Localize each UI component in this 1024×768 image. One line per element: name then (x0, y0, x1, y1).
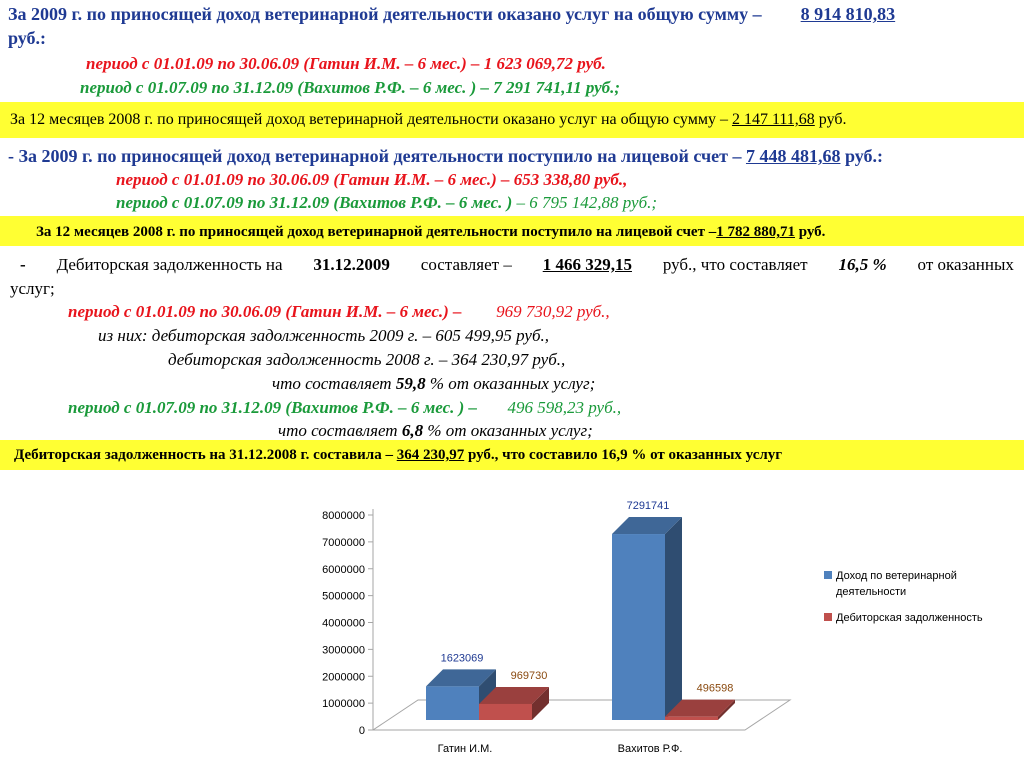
receivables-2008-value: 364 230,97 (396, 447, 465, 463)
income-period-2: период с 01.07.09 по 31.12.09 (Вахитов Р.Ф. – 6 мес. ) – 7 291 741,11 руб.; (80, 78, 621, 97)
received-total-unit: руб.: (844, 146, 883, 166)
receivables-2008-tail: руб., что составило 16,9 % от оказанных услуг (467, 447, 783, 463)
receivables-sub-4-tail: % от оказанных услуг; (423, 421, 593, 440)
receivables-date: 31.12.2009 (313, 255, 390, 274)
receivables-2008-line (14, 447, 782, 464)
receivables-sub-3-text: что составляет (272, 374, 392, 393)
receivables-sub-3-tail: % от оказанных услуг; (425, 374, 596, 393)
income-total-value: 8 914 810,83 (800, 4, 896, 24)
received-total-text: - За 2009 г. по приносящей доход ветеринарной деятельности поступило на лицевой счет – (8, 146, 742, 166)
income-total-line (8, 4, 895, 25)
data-label: 7291741 (626, 500, 670, 513)
receivables-sub-4 (278, 421, 593, 441)
received-2008-value: 1 782 880,71 (716, 224, 795, 240)
receivables-text-4: от оказанных (917, 255, 1014, 274)
category-label: Вахитов Р.Ф. (617, 743, 683, 755)
received-period-2-label: период с 01.07.09 по 31.12.09 (Вахитов Р.Ф. – 6 мес. ) (116, 193, 513, 212)
legend-label: Дебиторская задолженность (836, 612, 983, 624)
income-2008-unit: руб. (818, 111, 847, 128)
bar-chart (0, 473, 1024, 768)
y-tick-label: 3000000 (322, 644, 365, 657)
receivables-sub-3 (272, 374, 595, 394)
data-label: 969730 (510, 669, 548, 682)
receivables-period-1-value: 969 730,92 руб., (496, 302, 610, 321)
y-tick-label: 0 (358, 725, 365, 737)
bar-side (665, 517, 682, 720)
bar (665, 717, 718, 720)
receivables-sub-2: дебиторская задолженность 2008 г. – 364 230,97 руб., (168, 350, 566, 369)
received-period-1: период с 01.01.09 по 30.06.09 (Гатин И.М. – 6 мес.) – 653 338,80 руб., (116, 170, 628, 189)
receivables-2008-text: Дебиторская задолженность на 31.12.2008 г. составила – (14, 447, 393, 463)
received-2008-unit: руб. (798, 224, 826, 240)
y-tick-label: 7000000 (322, 536, 365, 549)
received-2008-line (36, 224, 825, 241)
data-label: 1623069 (440, 652, 484, 665)
income-2008-line (10, 111, 847, 129)
receivables-text-3: руб., что составляет (662, 255, 808, 274)
receivables-sub-3-percent: 59,8 (395, 374, 426, 393)
receivables-period-2-value: 496 598,23 руб., (507, 398, 622, 417)
received-period-2 (116, 193, 657, 213)
income-total-unit: руб.: (8, 28, 47, 48)
received-total-value: 7 448 481,68 (745, 146, 841, 166)
income-total-text: За 2009 г. по приносящей доход ветеринарной деятельности оказано услуг на общую сумму – (8, 4, 762, 24)
receivables-text-2: составляет – (420, 255, 512, 274)
receivables-percent: 16,5 % (838, 255, 887, 274)
y-tick-label: 6000000 (322, 563, 365, 576)
bar (479, 704, 532, 720)
received-period-2-value: – 6 795 142,88 руб.; (516, 193, 658, 212)
income-period-1: период с 01.01.09 по 30.06.09 (Гатин И.М. – 6 мес.) – 1 623 069,72 руб. (86, 54, 606, 73)
bar (426, 686, 479, 720)
received-total-line (8, 146, 883, 167)
receivables-period-2-label: период с 01.07.09 по 31.12.09 (Вахитов Р.Ф. – 6 мес. ) – (68, 398, 478, 417)
income-2008-text: За 12 месяцев 2008 г. по приносящей доход ветеринарной деятельности оказано услуг на общую сумму – (10, 111, 728, 128)
receivables-value: 1 466 329,15 (542, 255, 632, 274)
legend-label: Доход по ветеринарной (836, 570, 957, 582)
y-tick-label: 5000000 (322, 590, 365, 603)
receivables-period-1-label: период с 01.01.09 по 30.06.09 (Гатин И.М. – 6 мес.) – (68, 302, 462, 321)
data-label: 496598 (696, 682, 734, 695)
legend-label: деятельности (836, 586, 907, 598)
legend-swatch (824, 613, 832, 621)
received-2008-text: За 12 месяцев 2008 г. по приносящей доход ветеринарной деятельности поступило на лицевой счет – (36, 224, 717, 240)
receivables-sub-4-text: что составляет (278, 421, 398, 440)
receivables-period-2 (68, 398, 621, 418)
y-tick-label: 1000000 (322, 698, 365, 711)
legend-swatch (824, 571, 832, 579)
y-tick-label: 4000000 (322, 617, 365, 630)
receivables-text-1: Дебиторская задолженность на (56, 255, 283, 274)
receivables-sub-4-percent: 6,8 (401, 421, 424, 440)
receivables-line-2: услуг; (10, 279, 55, 298)
receivables-period-1 (68, 302, 610, 322)
y-tick-label: 8000000 (322, 510, 365, 522)
y-tick-label: 2000000 (322, 671, 365, 684)
receivables-sub-1: из них: дебиторская задолженность 2009 г. – 605 499,95 руб., (98, 326, 550, 345)
receivables-total-line (20, 255, 1014, 275)
receivables-dash: - (20, 255, 26, 274)
category-label: Гатин И.М. (437, 743, 493, 755)
income-2008-value: 2 147 111,68 (731, 111, 815, 128)
bar (612, 534, 665, 720)
